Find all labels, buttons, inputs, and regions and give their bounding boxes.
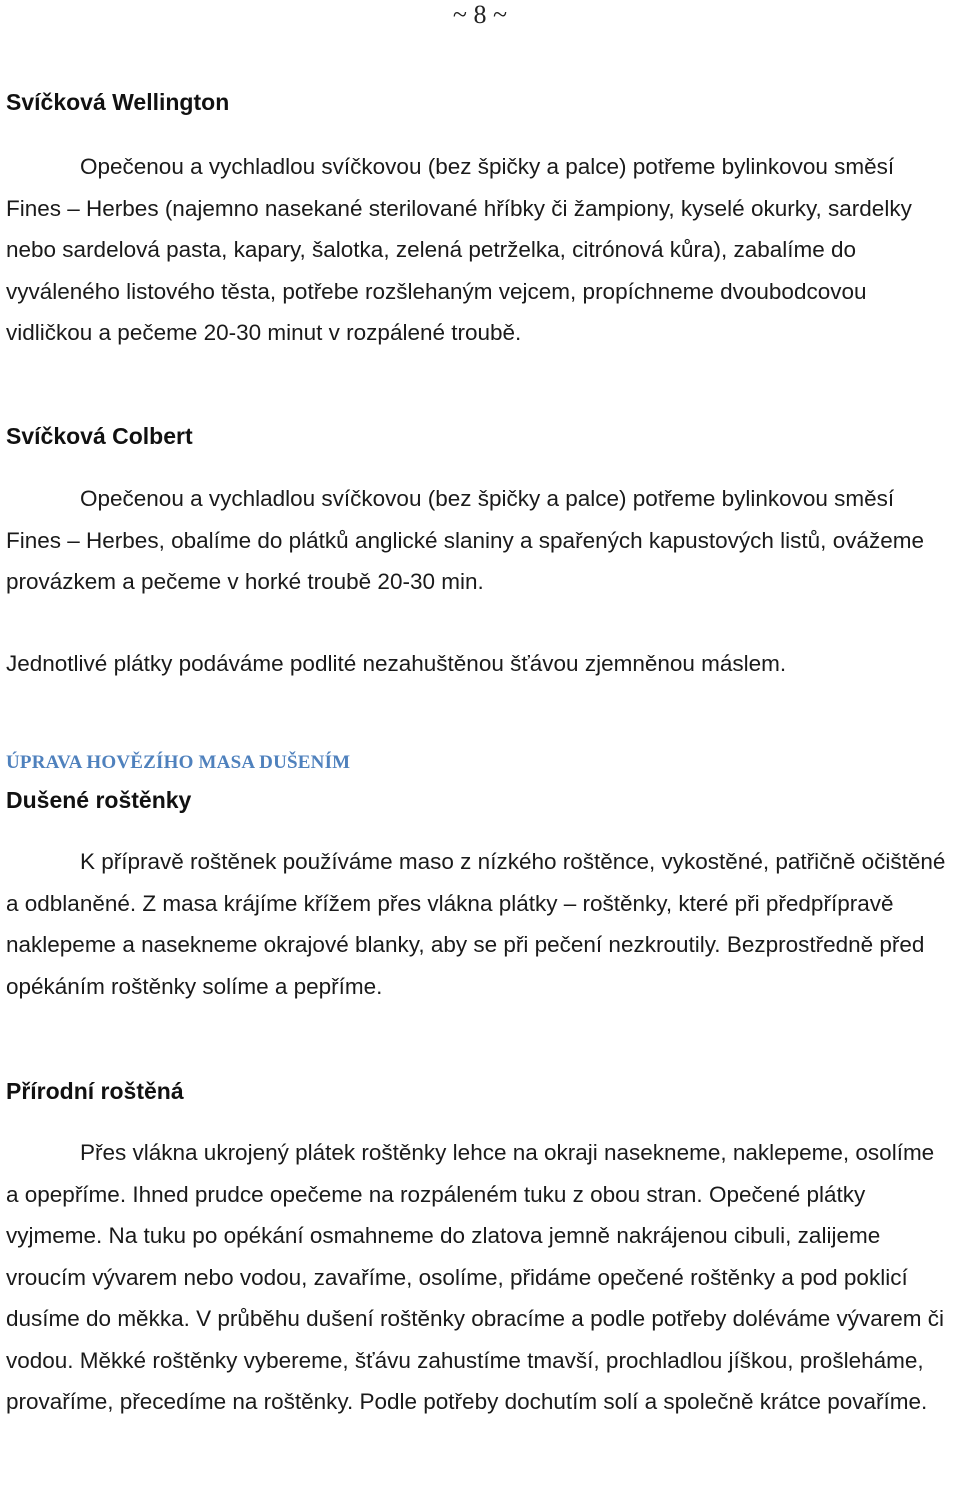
section-title-dusene-rostenky: Dušené roštěnky [6, 787, 192, 813]
section-title-wellington: Svíčková Wellington [6, 89, 230, 115]
paragraph-dusene-rostenky: K přípravě roštěnek používáme maso z nízkého roštěnce, vykostěné, patřičně očištěné a odblaněné. Z masa krájíme křížem přes vlákna plátky – roštěnky, které při předpřípravě naklepeme a nasekneme okrajové blanky, aby se při pečení nezkroutily. Bezprostředně před opékáním roštěnky solíme a pepříme. [6, 849, 946, 999]
chapter-heading: ÚPRAVA HOVĚZÍHO MASA DUŠENÍM [6, 752, 351, 773]
paragraph-wellington: Opečenou a vychladlou svíčkovou (bez špičky a palce) potřeme bylinkovou směsí Fines – Herbes (najemno nasekané sterilované hříbky či žampiony, kyselé okurky, sardelky nebo sardelová pasta, kapary, šalotka, zelená petrželka, citrónová kůra), zabalíme do vyváleného listového těsta, potřebe rozšlehaným vejcem, propíchneme dvoubodcovou vidličkou a pečeme 20-30 minut v rozpálené troubě. [6, 154, 912, 345]
section-title-prirodni-rostena: Přírodní roštěná [6, 1078, 184, 1104]
paragraph-prirodni-rostena: Přes vlákna ukrojený plátek roštěnky lehce na okraji nasekneme, naklepeme, osolíme a opepříme. Ihned prudce opečeme na rozpáleném tuku z obou stran. Opečené plátky vyjmeme. Na tuku po opékání osmahneme do zlatova jemně nakrájenou cibuli, zalijeme vroucím vývarem nebo vodou, zavaříme, osolíme, přidáme opečené roštěnky a pod poklicí dusíme do měkka. V průběhu dušení roštěnky obracíme a podle potřeby doléváme vývarem či vodou. Měkké roštěnky vybereme, šťávu zahustíme tmavší, prochladlou jíškou, prošleháme, provaříme, přecedíme na roštěnky. Podle potřeby dochutím solí a společně krátce povaříme. [6, 1140, 944, 1414]
paragraph-colbert: Opečenou a vychladlou svíčkovou (bez špičky a palce) potřeme bylinkovou směsí Fines – Herbes, obalíme do plátků anglické slaniny a spařených kapustových listů, ovážeme provázkem a pečeme v horké troubě 20-30 min. [6, 486, 924, 594]
section-title-colbert: Svíčková Colbert [6, 423, 193, 449]
page-number: ~ 8 ~ [452, 0, 508, 29]
paragraph-colbert-note: Jednotlivé plátky podáváme podlité nezahuštěnou šťávou zjemněnou máslem. [6, 651, 787, 676]
